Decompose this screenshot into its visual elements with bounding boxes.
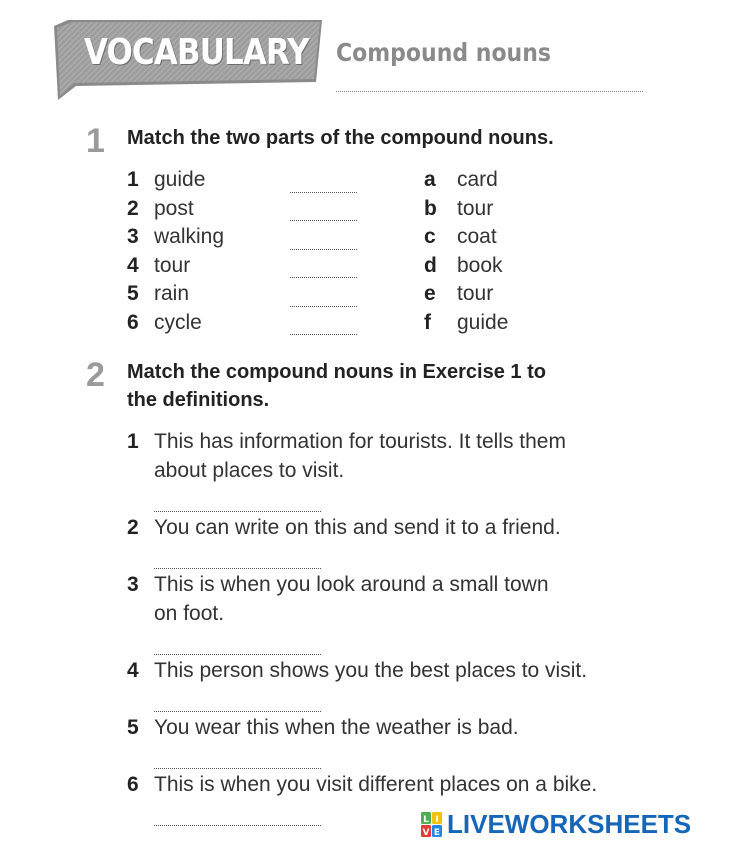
definition-text: You wear this when the weather is bad. bbox=[154, 716, 519, 739]
item-letter: e bbox=[424, 282, 436, 305]
item-word: tour bbox=[457, 197, 494, 220]
brand-text: LIVEWORKSHEETS bbox=[447, 809, 692, 839]
definition-answer-blank-4[interactable] bbox=[154, 711, 321, 712]
item-number: 4 bbox=[127, 254, 139, 277]
logo-letter: I bbox=[435, 815, 439, 825]
item-letter: b bbox=[424, 197, 437, 220]
definition-answer-blank-1[interactable] bbox=[154, 511, 321, 512]
definition-number: 3 bbox=[127, 573, 139, 596]
definition-answer-blank-6[interactable] bbox=[154, 825, 321, 826]
definition-number: 2 bbox=[127, 516, 139, 539]
item-letter: d bbox=[424, 254, 437, 277]
item-number: 2 bbox=[127, 197, 139, 220]
item-word: coat bbox=[457, 225, 497, 248]
item-word: rain bbox=[154, 282, 190, 305]
liveworksheets-logo-icon bbox=[420, 812, 444, 838]
item-letter: a bbox=[424, 168, 436, 191]
definition-item bbox=[127, 713, 627, 742]
definition-number: 5 bbox=[127, 716, 139, 739]
instruction-line: Match the compound nouns in Exercise 1 to bbox=[127, 361, 546, 383]
definition-answer-blank-3[interactable] bbox=[154, 654, 321, 655]
logo-letter: L bbox=[423, 815, 429, 825]
definition-text: on foot. bbox=[154, 602, 225, 625]
item-number: 5 bbox=[127, 282, 139, 305]
item-number: 3 bbox=[127, 225, 139, 248]
liveworksheets-brand[interactable] bbox=[420, 808, 720, 840]
answer-blank-3[interactable] bbox=[290, 249, 357, 250]
answer-blank-1[interactable] bbox=[290, 192, 357, 193]
definition-text: This is when you look around a small town bbox=[154, 573, 549, 596]
exercise-2-instruction bbox=[127, 358, 546, 414]
definition-item bbox=[127, 513, 627, 542]
item-letter: c bbox=[424, 225, 436, 248]
item-number: 6 bbox=[127, 311, 139, 334]
definition-item bbox=[127, 656, 627, 685]
answer-blank-2[interactable] bbox=[290, 220, 357, 221]
item-word: post bbox=[154, 197, 194, 220]
definition-text: This person shows you the best places to visit. bbox=[154, 659, 588, 682]
definition-number: 4 bbox=[127, 659, 139, 682]
definition-item bbox=[127, 570, 627, 628]
logo-letter: E bbox=[433, 828, 441, 838]
item-word: book bbox=[457, 254, 503, 277]
answer-blank-6[interactable] bbox=[290, 334, 357, 335]
definition-item bbox=[127, 427, 627, 485]
definition-text: about places to visit. bbox=[154, 459, 345, 482]
definition-answer-blank-5[interactable] bbox=[154, 768, 321, 769]
item-word: card bbox=[457, 168, 498, 191]
definition-number: 1 bbox=[127, 430, 139, 453]
item-number: 1 bbox=[127, 168, 139, 191]
section-header-tab bbox=[54, 20, 324, 102]
definition-text: This has information for tourists. It tells them bbox=[154, 430, 566, 453]
item-word: guide bbox=[154, 168, 206, 191]
item-word: tour bbox=[154, 254, 191, 277]
exercise-1-number: 1 bbox=[86, 122, 105, 160]
item-word: walking bbox=[154, 225, 225, 248]
definition-text: You can write on this and send it to a friend. bbox=[154, 516, 561, 539]
answer-blank-5[interactable] bbox=[290, 306, 357, 307]
exercise-1-instruction: Match the two parts of the compound nouns. bbox=[127, 127, 554, 149]
item-word: guide bbox=[457, 311, 509, 334]
item-word: cycle bbox=[154, 311, 202, 334]
definition-answer-blank-2[interactable] bbox=[154, 568, 321, 569]
subtitle-underline bbox=[336, 91, 643, 92]
answer-blank-4[interactable] bbox=[290, 277, 357, 278]
exercise-2-number: 2 bbox=[86, 356, 105, 394]
section-subtitle: Compound nouns bbox=[336, 38, 551, 67]
section-label: VOCABULARY bbox=[84, 32, 309, 73]
definition-number: 6 bbox=[127, 773, 139, 796]
instruction-line: the definitions. bbox=[127, 389, 270, 411]
item-letter: f bbox=[424, 311, 431, 334]
logo-letter: V bbox=[422, 828, 430, 838]
definition-text: This is when you visit different places on a bike. bbox=[154, 773, 598, 796]
definition-item bbox=[127, 770, 627, 799]
item-word: tour bbox=[457, 282, 494, 305]
